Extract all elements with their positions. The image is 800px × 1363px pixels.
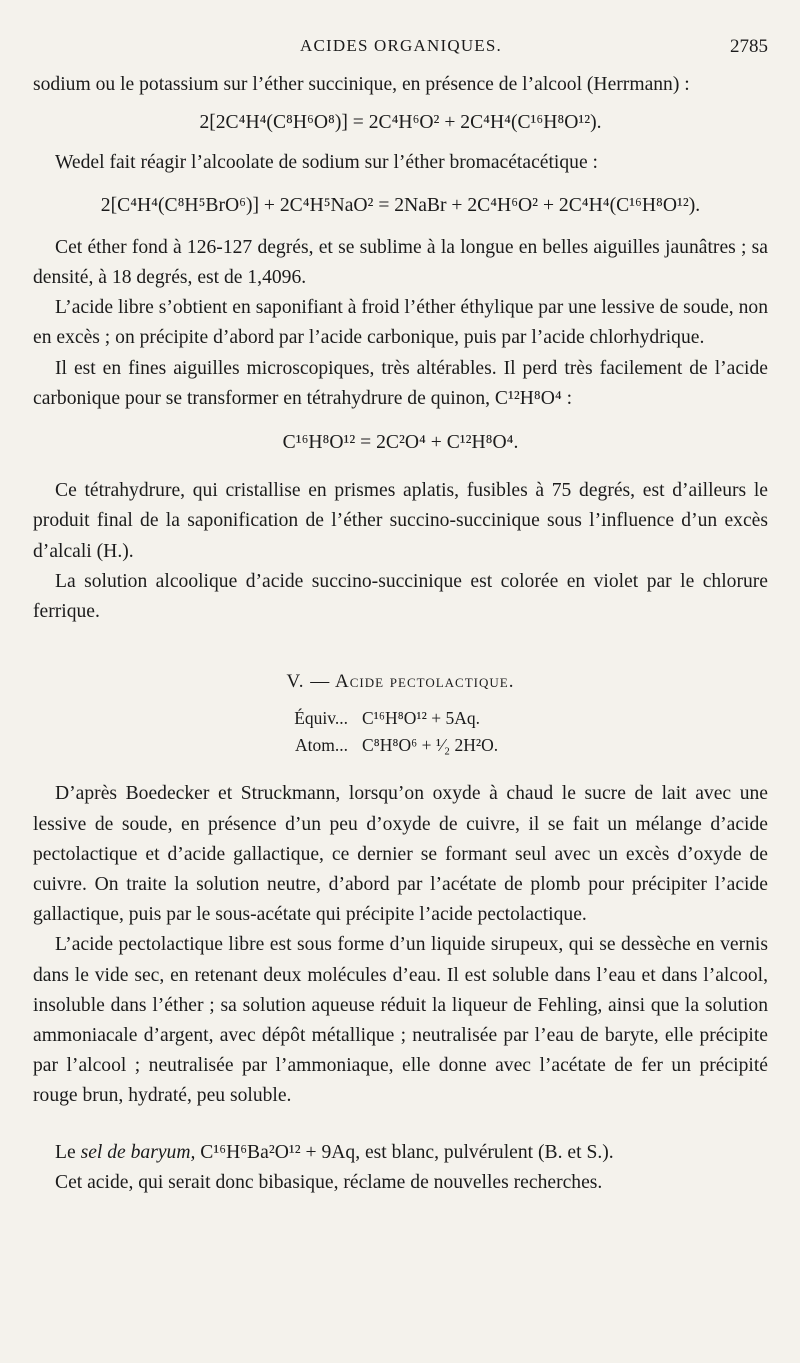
- page-number: 2785: [730, 36, 768, 57]
- paragraph: L’acide pectolactique libre est sous forme d’un liquide sirupeux, qui se dessèche en vernis dans le vide sec, en retenant deux molécules d’eau. Il est soluble dans l’eau et dans l’alcool, insoluble dans l’éther ; sa solution aqueuse réduit la liqueur de Fehling, ainsi que la solution ammoniacale d’argent, avec dépôt métallique ; neutralisée par l’eau de baryte, elle précipite par l’alcool ; neutralisée par l’ammoniaque, elle donne avec l’acétate de fer un précipité rouge brun, hydraté, peu soluble.: [33, 934, 768, 1107]
- section-title: V. — Acide pectolactique.: [286, 671, 515, 693]
- paragraph: Ce tétrahydrure, qui cristallise en prismes aplatis, fusibles à 75 degrés, est d’ailleurs le produit final de la saponification de l’éther succino-succinique sous l’influence d’un excès d’alcali (H.).: [33, 480, 768, 562]
- text-run: Le: [55, 1141, 81, 1163]
- running-title: ACIDES ORGANIQUES.: [300, 36, 502, 55]
- formula: 2[2C⁴H⁴(C⁸H⁶O⁸)] = 2C⁴H⁶O² + 2C⁴H⁴(C¹⁶H⁸O¹²).: [199, 112, 602, 134]
- paragraph: La solution alcoolique d’acide succino-succinique est colorée en violet par le chlorure ferrique.: [33, 570, 768, 623]
- formula-label: Équiv...: [294, 708, 348, 729]
- formula: 2[C⁴H⁴(C⁸H⁵BrO⁶)] + 2C⁴H⁵NaO² = 2NaBr + 2C⁴H⁶O² + 2C⁴H⁴(C¹⁶H⁸O¹²).: [100, 194, 701, 216]
- paragraph: [33, 1138, 768, 1168]
- paragraph: D’après Boedecker et Struckmann, lorsqu’on oxyde à chaud le sucre de lait avec une lessive de soude, en présence d’un peu d’oxyde de cuivre, il se fait un mélange d’acide pectolactique et d’acide gallactique, ce dernier se formant seul avec un excès d’oxyde de cuivre. On traite la solution neutre, d’abord par l’acétate de plomb pour précipiter l’acide gallactique, puis par le sous-acétate qui précipite l’acide pectolactique.: [33, 783, 768, 926]
- paragraph: Il est en fines aiguilles microscopiques, très altérables. Il perd très facilement de l’acide carbonique pour se transformer en tétrahydrure de quinon, C¹²H⁸O⁴ :: [33, 357, 768, 409]
- formula-table: [33, 705, 768, 759]
- paragraph: Wedel fait réagir l’alcoolate de sodium sur l’éther bromacétacétique :: [55, 152, 598, 174]
- paragraph: Cet acide, qui serait donc bibasique, réclame de nouvelles recherches.: [55, 1171, 603, 1193]
- paragraph: sodium ou le potassium sur l’éther succinique, en présence de l’alcool (Herrmann) :: [33, 74, 690, 95]
- paragraph: L’acide libre s’obtient en saponifiant à froid l’éther éthylique par une lessive de soude, non en excès ; on précipite d’abord par l’acide carbonique, puis par l’acide chlorhydrique.: [33, 297, 768, 349]
- formula-value: C¹⁶H⁸O¹² + 5Aq.: [362, 708, 481, 729]
- formula: C¹⁶H⁸O¹² = 2C²O⁴ + C¹²H⁸O⁴.: [282, 432, 519, 454]
- formula-label: Atom...: [295, 735, 348, 756]
- formula-row: [33, 705, 768, 732]
- formula-row: [33, 732, 768, 759]
- page-header: [0, 36, 800, 66]
- text-run: C¹⁶H⁶Ba²O¹² + 9Aq, est blanc, pulvérulent (B. et S.).: [195, 1141, 614, 1163]
- page-body: [33, 70, 768, 1198]
- paragraph: Cet éther fond à 126-127 degrés, et se sublime à la longue en belles aiguilles jaunâtres ; sa densité, à 18 degrés, est de 1,4096.: [33, 236, 768, 289]
- italic-term: sel de baryum,: [80, 1141, 196, 1163]
- formula-value: C⁸H⁸O⁶ + ¹⁄₂ 2H²O.: [362, 735, 499, 756]
